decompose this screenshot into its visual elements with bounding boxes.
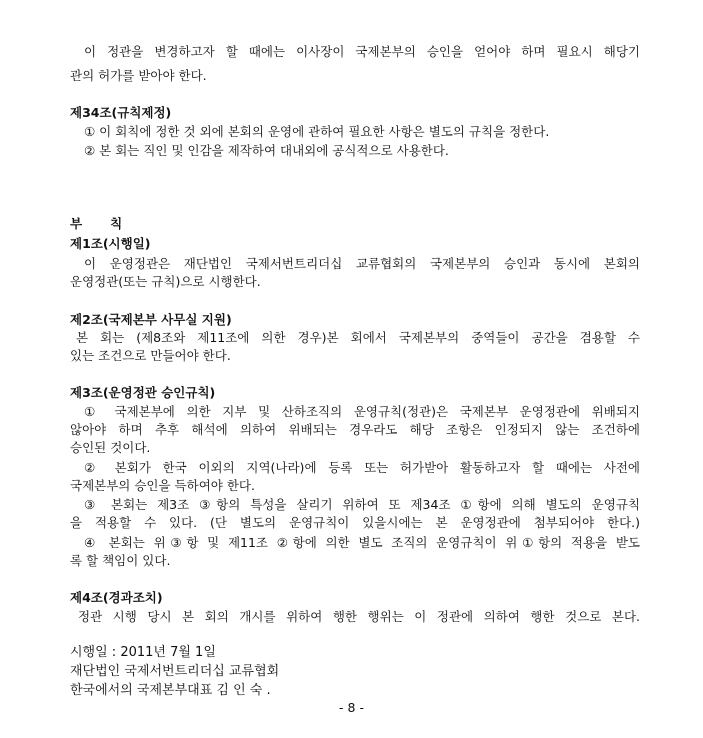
supplement-article-2-title: 제2조(국제본부 사무실 지원) xyxy=(70,312,232,327)
supplement-article-3-p1-line-2: 않아야 하며 추후 해석에 의하여 위배되는 경우라도 해당 조항은 인정되지 않는 조건하에 xyxy=(70,422,640,437)
supplementary-char-2: 칙 xyxy=(110,216,123,231)
intro-line-1: 이 정관을 변경하고자 할 때에는 이사장이 국제본부의 승인을 얻어야 하며 필요시 해당기 xyxy=(84,44,640,59)
supplement-article-3-p4-line-2: 록 할 책임이 있다. xyxy=(70,553,171,568)
representative: 한국에서의 국제본부대표 김 인 숙 . xyxy=(70,683,271,698)
supplement-article-3-p1-line-3: 승인된 것이다. xyxy=(70,440,151,455)
supplement-article-3-title: 제3조(운영정관 승인규칙) xyxy=(70,385,216,400)
supplement-article-3-p4-line-1: ④ 본회는 위③항 및 제11조 ②항에 의한 별도 조직의 운영규칙이 위①항의 적용을 받도 xyxy=(84,535,640,550)
supplement-article-1-title: 제1조(시행일) xyxy=(70,236,151,251)
supplement-article-3-p1-line-1: ① 국제본부에 의한 지부 및 산하조직의 운영규칙(정관)은 국제본부 운영정관에 위배되지 xyxy=(84,404,640,419)
supplement-article-3-p3-line-1: ③ 본회는 제3조 ③항의 특성을 살리기 위하여 또 제34조 ①항에 의해 별도의 운영규칙 xyxy=(84,497,640,512)
page-number: - 8 - xyxy=(339,700,364,715)
article-34-item-2: ② 본 회는 직인 및 인감을 제작하여 대내외에 공식적으로 사용한다. xyxy=(84,143,449,158)
supplementary-heading xyxy=(70,216,122,232)
supplement-article-4-line-1: 정관 시행 당시 본 회의 개시를 위하여 행한 행위는 이 정관에 의하여 행한 것으로 본다. xyxy=(78,609,640,624)
supplement-article-3-p2-line-1: ② 본회가 한국 이외의 지역(나라)에 등록 또는 허가받아 활동하고자 할 때에는 사전에 xyxy=(84,460,640,475)
article-34-item-1: ① 이 회칙에 정한 것 외에 본회의 운영에 관하여 필요한 사항은 별도의 규칙을 정한다. xyxy=(84,124,550,139)
supplement-article-3-p3-line-2: 을 적용할 수 있다. (단 별도의 운영규칙이 있을시에는 본 운영정관에 첨부되어야 한다.) xyxy=(70,515,640,530)
organization-name: 재단법인 국제서번트리더십 교류협회 xyxy=(70,664,280,679)
supplement-article-2-line-1: 본 회는 (제8조와 제11조에 의한 경우)본 회에서 국제본부의 중역들이 공간을 겸용할 수 xyxy=(76,330,640,345)
supplementary-char-1: 부 xyxy=(70,216,83,231)
intro-line-2: 관의 허가를 받아야 한다. xyxy=(70,68,207,83)
supplement-article-1-line-2: 운영정관(또는 규칙)으로 시행한다. xyxy=(70,274,261,289)
article-34-title: 제34조(규칙제정) xyxy=(70,105,172,120)
supplement-article-1-line-1: 이 운영정관은 재단법인 국제서번트리더십 교류협회의 국제본부의 승인과 동시에 본회의 xyxy=(84,256,640,271)
supplement-article-3-p2-line-2: 국제본부의 승인을 득하여야 한다. xyxy=(70,478,255,493)
supplement-article-4-title: 제4조(경과조치) xyxy=(70,590,163,605)
effective-date: 시행일 : 2011년 7월 1일 xyxy=(70,645,216,660)
supplement-article-2-line-2: 있는 조건으로 만들어야 한다. xyxy=(70,348,231,363)
